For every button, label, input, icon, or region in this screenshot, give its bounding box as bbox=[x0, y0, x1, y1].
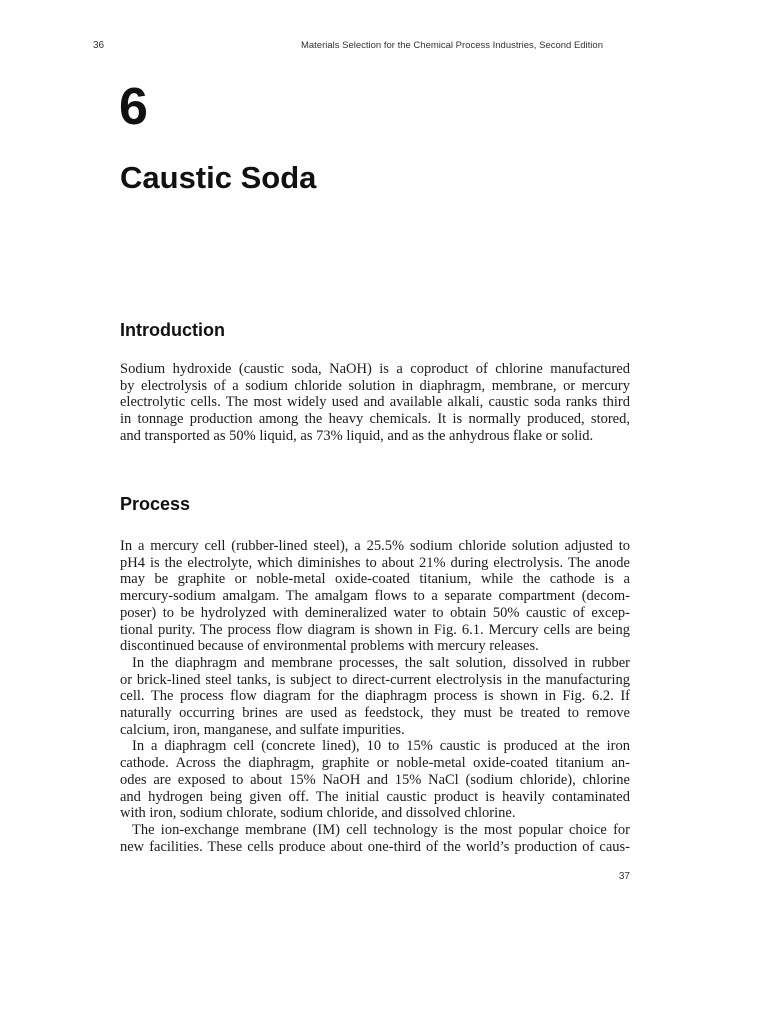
text-line: and transported as 50% liquid, as 73% liquid, and as the anhydrous flake or solid. bbox=[120, 427, 594, 444]
text-line: calcium, iron, manganese, and sulfate impurities. bbox=[120, 721, 405, 738]
text-line: cell. The process flow diagram for the diaphragm process is shown in Fig. 6.2. If bbox=[120, 688, 630, 705]
text-line: and hydrogen being given off. The initial caustic product is heavily contaminated bbox=[120, 788, 630, 805]
text-line: The ion-exchange membrane (IM) cell technology is the most popular choice for bbox=[132, 821, 630, 838]
section-body-process bbox=[120, 538, 630, 855]
text-line: pH4 is the electrolyte, which diminishes to about 21% during electrolysis. The anode bbox=[120, 554, 630, 571]
section-body-introduction bbox=[120, 361, 630, 445]
text-line: mercury-sodium amalgam. The amalgam flows to a separate compartment (decom- bbox=[120, 588, 630, 605]
page-number-left: 36 bbox=[93, 40, 105, 51]
paragraph bbox=[120, 822, 630, 855]
paragraph bbox=[120, 538, 630, 655]
text-line: by electrolysis of a sodium chloride solution in diaphragm, membrane, or mercury bbox=[120, 377, 630, 394]
text-line: may be graphite or noble-metal oxide-coated titanium, while the cathode is a bbox=[120, 571, 630, 588]
text-line: in tonnage production among the heavy chemicals. It is normally produced, stored, bbox=[120, 411, 630, 428]
text-line: with iron, sodium chlorate, sodium chloride, and dissolved chlorine. bbox=[120, 805, 516, 822]
text-line: cathode. Across the diaphragm, graphite or noble-metal oxide-coated titanium an- bbox=[120, 755, 630, 772]
paragraph bbox=[120, 738, 630, 822]
chapter-number: 6 bbox=[119, 78, 148, 136]
text-line: odes are exposed to about 15% NaOH and 15% NaCl (sodium chloride), chlorine bbox=[120, 771, 630, 788]
paragraph bbox=[120, 361, 630, 445]
text-line: tional purity. The process flow diagram is shown in Fig. 6.1. Mercury cells are being bbox=[120, 621, 630, 638]
text-line: electrolytic cells. The most widely used and available alkali, caustic soda ranks third bbox=[120, 394, 630, 411]
text-line: In a mercury cell (rubber-lined steel), a 25.5% sodium chloride solution adjusted to bbox=[120, 538, 630, 554]
text-line: new facilities. These cells produce about one-third of the world’s production of caus- bbox=[120, 838, 630, 855]
text-line: In the diaphragm and membrane processes, the salt solution, dissolved in rubber bbox=[132, 654, 630, 671]
running-title: Materials Selection for the Chemical Process Industries, Second Edition bbox=[300, 40, 603, 51]
paragraph bbox=[120, 655, 630, 739]
text-line: or brick-lined steel tanks, is subject to direct-current electrolysis in the manufacturing bbox=[120, 671, 630, 688]
text-line: naturally occurring brines are used as feedstock, they must be treated to remove bbox=[120, 705, 630, 722]
text-line: In a diaphragm cell (concrete lined), 10 to 15% caustic is produced at the iron bbox=[132, 738, 630, 755]
text-line: poser) to be hydrolyzed with demineralized water to obtain 50% caustic of excep- bbox=[120, 604, 630, 621]
section-heading-introduction: Introduction bbox=[120, 320, 225, 340]
chapter-title: Caustic Soda bbox=[120, 160, 317, 195]
text-line: Sodium hydroxide (caustic soda, NaOH) is a coproduct of chlorine manufactured bbox=[120, 361, 630, 377]
text-line: discontinued because of environmental problems with mercury releases. bbox=[120, 638, 539, 655]
section-heading-process: Process bbox=[120, 494, 191, 514]
page-number-right: 37 bbox=[618, 871, 630, 882]
